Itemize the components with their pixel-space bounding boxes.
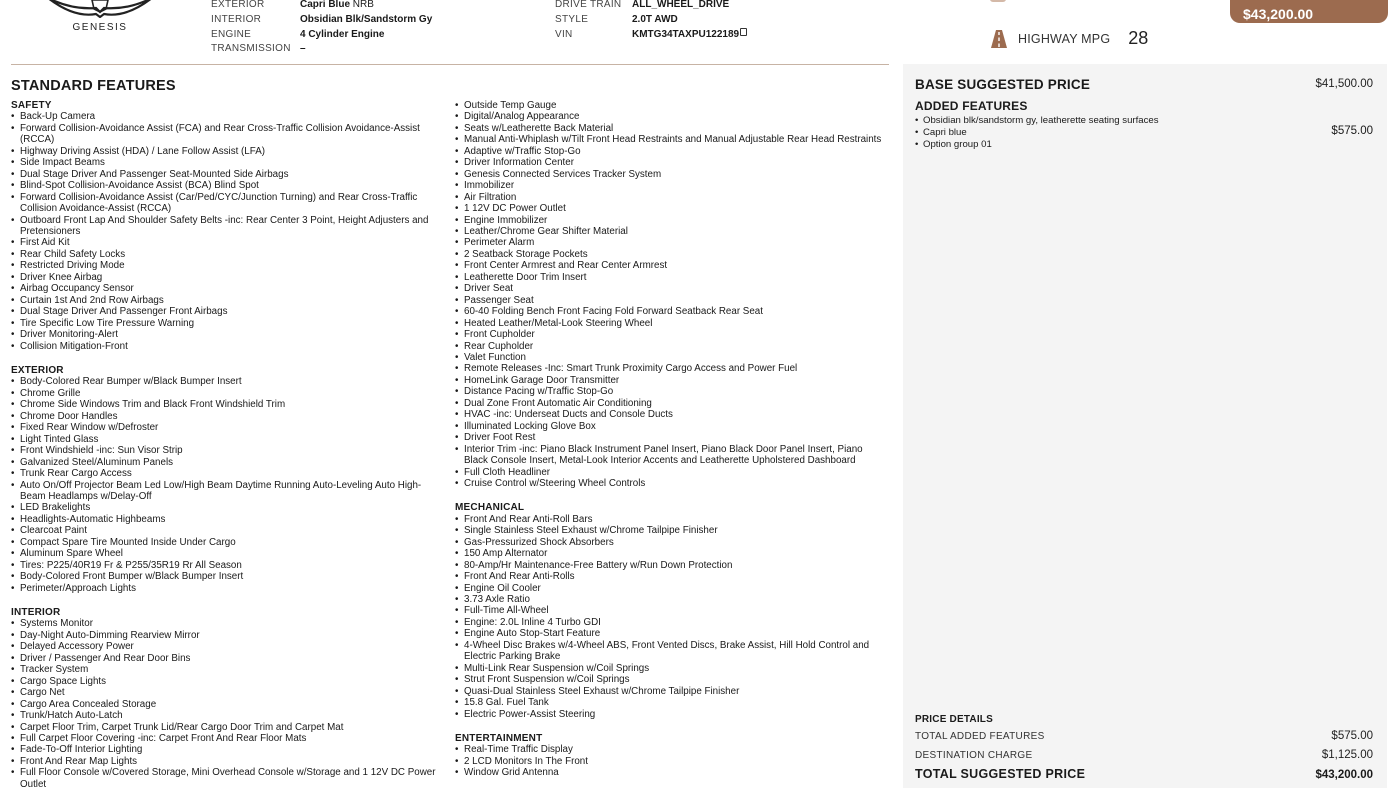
features-column-middle xyxy=(455,100,888,788)
specs-column-right xyxy=(555,0,875,42)
total-added-label: TOTAL ADDED FEATURES xyxy=(915,731,1045,742)
feature-item: • Driver Information Center xyxy=(455,157,888,168)
feature-item: • Strut Front Suspension w/Coil Springs xyxy=(455,674,888,685)
spec-label: VIN xyxy=(555,28,573,40)
added-feature-item xyxy=(915,127,1373,139)
base-price-value: $41,500.00 xyxy=(1315,78,1373,90)
entertainment-section xyxy=(455,733,888,779)
feature-item: • Driver Knee Airbag xyxy=(11,272,445,283)
added-feature-price: $575.00 xyxy=(1331,125,1373,137)
interior-heading: INTERIOR xyxy=(11,607,61,619)
entertainment-list xyxy=(455,744,888,778)
spec-value: ALL_WHEEL_DRIVE xyxy=(632,0,730,10)
feature-item: • Interior Trim -inc: Piano Black Instrument Panel Insert, Piano Black Door Panel Insert, Piano Black Console Insert, Metal-Look Interior Accents and Leatherette Upholstered Dashboard xyxy=(455,444,888,467)
exterior-section xyxy=(11,365,445,594)
feature-item: • HVAC -inc: Underseat Ducts and Console Ducts xyxy=(455,409,888,420)
feature-item: • Digital/Analog Appearance xyxy=(455,111,888,122)
added-feature-name: • Obsidian blk/sandstorm gy, leatherette seating surfaces xyxy=(923,115,1159,126)
interior-section xyxy=(11,607,445,788)
feature-item: • Immobilizer xyxy=(455,180,888,191)
feature-item: • Engine Immobilizer xyxy=(455,215,888,226)
feature-item: • Driver Seat xyxy=(455,283,888,294)
feature-item: • Manual Anti-Whiplash w/Tilt Front Head Restraints and Manual Adjustable Rear Head Restraints xyxy=(455,134,888,145)
feature-item: • Blind-Spot Collision-Avoidance Assist (BCA) Blind Spot xyxy=(11,180,445,191)
feature-item: • Front Cupholder xyxy=(455,329,888,340)
feature-item: • Cargo Area Concealed Storage xyxy=(11,699,445,710)
feature-item: • Dual Stage Driver And Passenger Seat-Mounted Side Airbags xyxy=(11,169,445,180)
feature-item: • 80-Amp/Hr Maintenance-Free Battery w/Run Down Protection xyxy=(455,560,888,571)
feature-item: • Restricted Driving Mode xyxy=(11,260,445,271)
spec-label: DRIVE TRAIN xyxy=(555,0,622,10)
feature-item: • Chrome Grille xyxy=(11,388,445,399)
feature-item: • Chrome Door Handles xyxy=(11,411,445,422)
feature-item: • Full-Time All-Wheel xyxy=(455,605,888,616)
spec-label: ENGINE xyxy=(211,28,252,40)
specs-column-left xyxy=(211,0,541,57)
feature-item: • Real-Time Traffic Display xyxy=(455,744,888,755)
feature-item: • Light Tinted Glass xyxy=(11,434,445,445)
feature-item: • Front Windshield -inc: Sun Visor Strip xyxy=(11,445,445,456)
feature-item: • Fixed Rear Window w/Defroster xyxy=(11,422,445,433)
spec-value xyxy=(300,0,374,13)
feature-item: • Dual Zone Front Automatic Air Conditioning xyxy=(455,398,888,409)
feature-item: • Forward Collision-Avoidance Assist (FCA) and Rear Cross-Traffic Collision Avoidance-Assist (RCCA) xyxy=(11,123,445,146)
total-price-value: $43,200.00 xyxy=(1315,769,1373,781)
feature-item: • Airbag Occupancy Sensor xyxy=(11,283,445,294)
feature-item: • Dual Stage Driver And Passenger Front Airbags xyxy=(11,306,445,317)
feature-item: • Passenger Seat xyxy=(455,295,888,306)
city-mpg-icon xyxy=(990,0,1006,2)
feature-item: • Delayed Accessory Power xyxy=(11,641,445,652)
feature-item: • Front Center Armrest and Rear Center Armrest xyxy=(455,260,888,271)
feature-item: • Side Impact Beams xyxy=(11,157,445,168)
spec-vin xyxy=(555,28,875,43)
feature-item: • Adaptive w/Traffic Stop-Go xyxy=(455,146,888,157)
feature-item: • Perimeter/Approach Lights xyxy=(11,583,445,594)
feature-item: • Clearcoat Paint xyxy=(11,525,445,536)
feature-item: • Remote Releases -Inc: Smart Trunk Proximity Cargo Access and Power Fuel xyxy=(455,363,888,374)
feature-item: • Quasi-Dual Stainless Steel Exhaust w/Chrome Tailpipe Finisher xyxy=(455,686,888,697)
feature-item: • LED Brakelights xyxy=(11,502,445,513)
feature-item: • Engine: 2.0L Inline 4 Turbo GDI xyxy=(455,617,888,628)
mechanical-heading: MECHANICAL xyxy=(455,502,525,514)
total-price-label: TOTAL SUGGESTED PRICE xyxy=(915,767,1086,781)
spec-value: – xyxy=(300,43,306,55)
feature-item: • Tracker System xyxy=(11,664,445,675)
feature-item: • Highway Driving Assist (HDA) / Lane Follow Assist (LFA) xyxy=(11,146,445,157)
feature-item: • Back-Up Camera xyxy=(11,111,445,122)
feature-item: • Outboard Front Lap And Shoulder Safety Belts -inc: Rear Center 3 Point, Height Adjusters and Pretensioners xyxy=(11,215,445,238)
feature-item: • Air Filtration xyxy=(455,192,888,203)
feature-item: • Driver Foot Rest xyxy=(455,432,888,443)
exterior-list xyxy=(11,376,445,594)
destination-charge-row xyxy=(915,749,1373,761)
highway-mpg-value: 28 xyxy=(1128,28,1149,48)
total-added-features-row xyxy=(915,730,1373,742)
interior-continued-list xyxy=(455,100,888,489)
destination-label: DESTINATION CHARGE xyxy=(915,750,1033,761)
price-summary-panel xyxy=(903,64,1387,788)
feature-item: • Driver Monitoring-Alert xyxy=(11,329,445,340)
highway-road-icon xyxy=(990,29,1008,49)
feature-item: • HomeLink Garage Door Transmitter xyxy=(455,375,888,386)
feature-item: • Multi-Link Rear Suspension w/Coil Springs xyxy=(455,663,888,674)
feature-item: • Gas-Pressurized Shock Absorbers xyxy=(455,537,888,548)
feature-item: • Full Cloth Headliner xyxy=(455,467,888,478)
feature-item: • Full Floor Console w/Covered Storage, Mini Overhead Console w/Storage and 1 12V DC Power Outlet xyxy=(11,767,445,788)
feature-item: • Front And Rear Map Lights xyxy=(11,756,445,767)
feature-item: • Front And Rear Anti-Rolls xyxy=(455,571,888,582)
spec-style xyxy=(555,13,875,28)
interior-list xyxy=(11,618,445,788)
feature-item: • Engine Auto Stop-Start Feature xyxy=(455,628,888,639)
spec-value: KMTG34TAXPU122189 xyxy=(632,28,740,40)
added-feature-name: • Capri blue xyxy=(923,127,967,138)
safety-heading: SAFETY xyxy=(11,100,52,111)
feature-item: • Engine Oil Cooler xyxy=(455,583,888,594)
feature-item: • 3.73 Axle Ratio xyxy=(455,594,888,605)
feature-item: • Galvanized Steel/Aluminum Panels xyxy=(11,457,445,468)
total-price-badge: $43,200.00 xyxy=(1230,0,1388,23)
feature-item: • 2 Seatback Storage Pockets xyxy=(455,249,888,260)
spec-value: Obsidian Blk/Sandstorm Gy xyxy=(300,13,433,25)
feature-item: • Systems Monitor xyxy=(11,618,445,629)
feature-item: • Rear Cupholder xyxy=(455,341,888,352)
feature-item: • Leather/Chrome Gear Shifter Material xyxy=(455,226,888,237)
feature-item: • 60-40 Folding Bench Front Facing Fold Forward Seatback Rear Seat xyxy=(455,306,888,317)
safety-section xyxy=(11,100,445,352)
header-divider xyxy=(11,64,889,65)
features-column-left xyxy=(11,100,445,788)
feature-item: • Seats w/Leatherette Back Material xyxy=(455,123,888,134)
spec-drive-train xyxy=(555,0,875,13)
feature-item: • Heated Leather/Metal-Look Steering Wheel xyxy=(455,318,888,329)
feature-item: • Trunk Rear Cargo Access xyxy=(11,468,445,479)
feature-item: • Forward Collision-Avoidance Assist (Car/Ped/CYC/Junction Turning) and Rear Cross-Traffic Collision Avoidance-Assist (RCCA) xyxy=(11,192,445,215)
feature-item: • Body-Colored Rear Bumper w/Black Bumper Insert xyxy=(11,376,445,387)
feature-item: • Aluminum Spare Wheel xyxy=(11,548,445,559)
genesis-wings-icon xyxy=(44,0,156,18)
added-features-list xyxy=(915,115,1373,151)
highway-mpg xyxy=(990,28,1148,49)
feature-item: • Perimeter Alarm xyxy=(455,237,888,248)
feature-item: • Tires: P225/40R19 Fr & P255/35R19 Rr All Season xyxy=(11,560,445,571)
exterior-color-code: NRB xyxy=(352,0,374,10)
destination-value: $1,125.00 xyxy=(1321,749,1373,761)
feature-item: • Outside Temp Gauge xyxy=(455,100,888,111)
feature-item: • Front And Rear Anti-Roll Bars xyxy=(455,514,888,525)
feature-item: • Cargo Space Lights xyxy=(11,676,445,687)
feature-item: • Window Grid Antenna xyxy=(455,767,888,778)
feature-item: • Fade-To-Off Interior Lighting xyxy=(11,744,445,755)
copy-vin-icon[interactable] xyxy=(740,28,747,36)
spec-label: TRANSMISSION xyxy=(211,43,291,55)
highway-mpg-label: HIGHWAY MPG xyxy=(1018,31,1111,46)
feature-item: • Tire Specific Low Tire Pressure Warning xyxy=(11,318,445,329)
mechanical-list xyxy=(455,514,888,720)
feature-item: • Auto On/Off Projector Beam Led Low/High Beam Daytime Running Auto-Leveling Auto High-Beam Headlamps w/Delay-Off xyxy=(11,480,445,503)
spec-label: INTERIOR xyxy=(211,13,262,25)
feature-item: • First Aid Kit xyxy=(11,237,445,248)
feature-item: • Collision Mitigation-Front xyxy=(11,341,445,352)
spec-label: EXTERIOR xyxy=(211,0,265,10)
entertainment-heading: ENTERTAINMENT xyxy=(455,733,543,745)
feature-item: • Day-Night Auto-Dimming Rearview Mirror xyxy=(11,630,445,641)
total-suggested-price-row xyxy=(915,767,1373,781)
spec-transmission xyxy=(211,42,541,57)
base-price-label: BASE SUGGESTED PRICE xyxy=(915,77,1091,92)
added-feature-item xyxy=(915,115,1373,127)
brand-wordmark: GENESIS xyxy=(72,22,128,33)
feature-item: • Illuminated Locking Glove Box xyxy=(455,421,888,432)
feature-item: • Leatherette Door Trim Insert xyxy=(455,272,888,283)
added-features-label: ADDED FEATURES xyxy=(915,99,1028,113)
feature-item: • Trunk/Hatch Auto-Latch xyxy=(11,710,445,721)
feature-item: • 4-Wheel Disc Brakes w/4-Wheel ABS, Front Vented Discs, Brake Assist, Hill Hold Control and Electric Parking Brake xyxy=(455,640,888,663)
feature-item: • Full Carpet Floor Covering -inc: Carpet Front And Rear Floor Mats xyxy=(11,733,445,744)
feature-item: • Electric Power-Assist Steering xyxy=(455,709,888,720)
total-added-value: $575.00 xyxy=(1331,730,1373,742)
feature-item: • Compact Spare Tire Mounted Inside Under Cargo xyxy=(11,537,445,548)
exterior-heading: EXTERIOR xyxy=(11,364,64,376)
safety-list xyxy=(11,111,445,352)
feature-item: • Rear Child Safety Locks xyxy=(11,249,445,260)
feature-item: • Driver / Passenger And Rear Door Bins xyxy=(11,653,445,664)
feature-item: • 15.8 Gal. Fuel Tank xyxy=(455,697,888,708)
added-feature-item xyxy=(915,139,1373,151)
spec-label: STYLE xyxy=(555,13,589,25)
feature-item: • Genesis Connected Services Tracker System xyxy=(455,169,888,180)
spec-value: 2.0T AWD xyxy=(632,13,678,25)
feature-item: • 1 12V DC Power Outlet xyxy=(455,203,888,214)
feature-item: • Carpet Floor Trim, Carpet Trunk Lid/Rear Cargo Door Trim and Carpet Mat xyxy=(11,722,445,733)
interior-continued-section xyxy=(455,100,888,489)
price-details-title: PRICE DETAILS xyxy=(915,714,993,725)
feature-item: • Body-Colored Front Bumper w/Black Bumper Insert xyxy=(11,571,445,582)
feature-item: • Cargo Net xyxy=(11,687,445,698)
spec-exterior xyxy=(211,0,541,13)
feature-item: • Curtain 1st And 2nd Row Airbags xyxy=(11,295,445,306)
feature-item: • 150 Amp Alternator xyxy=(455,548,888,559)
feature-item: • Distance Pacing w/Traffic Stop-Go xyxy=(455,386,888,397)
feature-item: • Chrome Side Windows Trim and Black Front Windshield Trim xyxy=(11,399,445,410)
standard-features-title: STANDARD FEATURES xyxy=(11,78,176,94)
mechanical-section xyxy=(455,502,888,720)
spec-value: 4 Cylinder Engine xyxy=(300,28,385,40)
feature-item: • 2 LCD Monitors In The Front xyxy=(455,756,888,767)
added-feature-name: • Option group 01 xyxy=(923,139,992,150)
feature-item: • Cruise Control w/Steering Wheel Controls xyxy=(455,478,888,489)
feature-item: • Single Stainless Steel Exhaust w/Chrome Tailpipe Finisher xyxy=(455,525,888,536)
feature-item: • Headlights-Automatic Highbeams xyxy=(11,514,445,525)
spec-interior xyxy=(211,13,541,28)
spec-engine xyxy=(211,28,541,43)
exterior-color-value: Capri Blue xyxy=(300,0,351,10)
feature-item: • Valet Function xyxy=(455,352,888,363)
